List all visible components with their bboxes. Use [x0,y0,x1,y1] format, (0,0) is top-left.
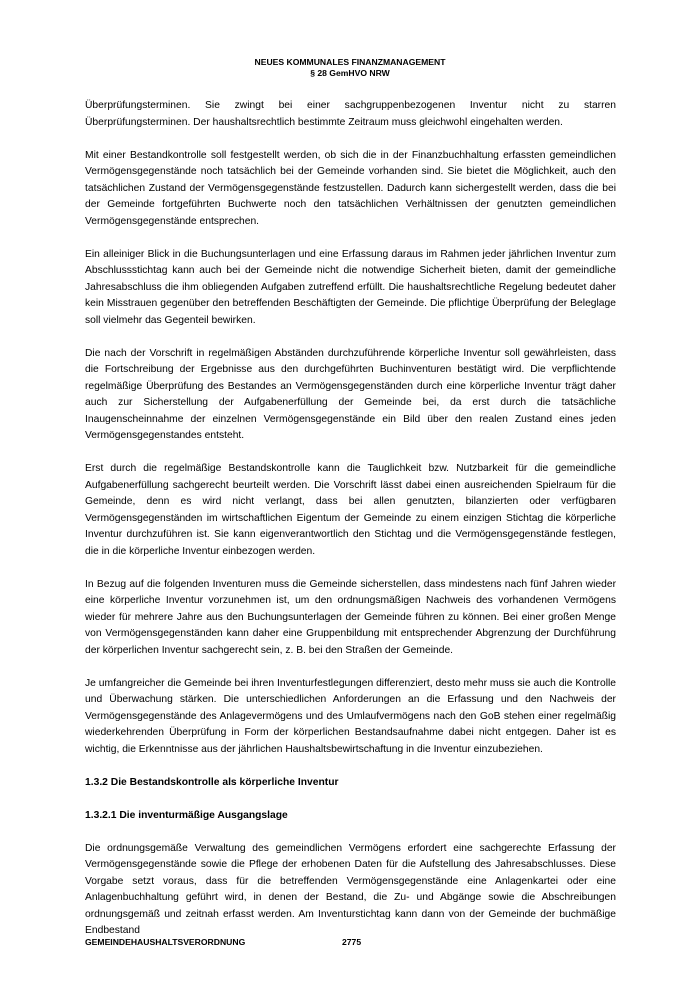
page-number: 2775 [342,937,362,947]
paragraph: Die nach der Vorschrift in regelmäßigen Abständen durchzuführende körperliche Inventur soll gewährleisten, dass die Fortschreibung der Ergebnisse aus den durchgeführten Buchinventuren bestätigt wird. Die verpflichtende regelmäßige Überprüfung des Bestandes an Vermögensgegenständen durch eine körperliche Inventur trägt daher auch zur Sicherstellung der Aufgabenerfüllung der Gemeinde bei, da erst durch die tatsächliche Inaugenscheinnahme der einzelnen Vermögensgegenstände ein Bild über den realen Zustand eines jeden Vermögensgegenstandes entsteht. [85,347,616,441]
subsection-heading: 1.3.2.1 Die inventurmäßige Ausgangslage [85,809,288,821]
header-title: NEUES KOMMUNALES FINANZMANAGEMENT [254,57,446,67]
paragraph: Mit einer Bestandkontrolle soll festgestellt werden, ob sich die in der Finanzbuchhaltung erfassten gemeindlichen Vermögensgegenstände noch tatsächlich bei der Gemeinde vorhanden sind. Sie bietet die Möglichkeit, auch den tatsächlichen Zustand der Vermögensgegenstände festzustellen. Dadurch kann sichergestellt werden, dass die bei der Gemeinde fortgeführten Buchwerte noch den tatsächlichen Verhältnissen der genutzten gemeindlichen Vermögensgegenstände entsprechen. [85,149,616,227]
footer-title: GEMEINDEHAUSHALTSVERORDNUNG [85,937,246,947]
paragraph: Erst durch die regelmäßige Bestandskontrolle kann die Tauglichkeit bzw. Nutzbarkeit für die gemeindliche Aufgabenerfüllung sachgerecht beurteilt werden. Die Vorschrift lässt dabei einen ausreichenden Spielraum für die Gemeinde, denn es wird nicht verlangt, dass bei allen genutzten, bilanzierten oder verfügbaren Vermögensgegenständen im wirtschaftlichen Eigentum der Gemeinde zu einem einzigen Stichtag die körperliche Inventur durchzuführen ist. Sie kann eigenverantwortlich den Stichtag und die Vermögensgegenstände festlegen, die in die körperliche Inventur einbezogen werden. [85,463,616,557]
page-footer [85,937,362,947]
section-heading: 1.3.2 Die Bestandskontrolle als körperliche Inventur [85,776,339,788]
paragraph: Je umfangreicher die Gemeinde bei ihren Inventurfestlegungen differenziert, desto mehr muss sie auch die Kontrolle und Überwachung stärken. Die unterschiedlichen Anforderungen an die Erfassung und den Nachweis der Vermögensgegenstände des Anlagevermögens und des Umlaufvermögens nach den GoB stehen einer regelmäßig wiederkehrenden Überprüfung in Form der körperlichen Bestandsaufnahme dabei nicht entgegen. Daher ist es wichtig, die Erkenntnisse aus der jährlichen Haushaltsbewirtschaftung in die Inventur einzubeziehen. [85,677,616,755]
header-section: § 28 GemHVO NRW [310,68,390,78]
page-header [0,57,700,79]
document-body [85,98,616,956]
paragraph: Überprüfungsterminen. Sie zwingt bei einer sachgruppenbezogenen Inventur nicht zu starren Überprüfungsterminen. Der haushaltsrechtlich bestimmte Zeitraum muss gleichwohl eingehalten werden. [85,100,616,128]
paragraph: Ein alleiniger Blick in die Buchungsunterlagen und eine Erfassung daraus im Rahmen jeder jährlichen Inventur zum Abschlussstichtag kann auch bei der Gemeinde nicht die notwendige Sicherheit bieten, damit der gemeindliche Jahresabschluss die ihm obliegenden Aufgaben zutreffend erfüllt. Die haushaltsrechtliche Regelung bedeutet daher kein Misstrauen gegenüber den betreffenden Beschäftigten der Gemeinde. Die pflichtige Überprüfung der Beleglage soll vielmehr das Gegenteil bewirken. [85,248,616,326]
paragraph: Die ordnungsgemäße Verwaltung des gemeindlichen Vermögens erfordert eine sachgerechte Erfassung der Vermögensgegenstände sowie die Pflege der erhobenen Daten für die Aufstellung des Jahresabschlusses. Diese Vorgabe setzt voraus, dass für die betreffenden Vermögensgegenstände eine Anlagenkartei oder eine Anlagenbuchhaltung geführt wird, in denen der Bestand, die Zu- und Abgänge sowie die Abschreibungen ordnungsgemäß und zeitnah erfasst werden. Am Inventurstichtag kann dann von der Gemeinde der buchmäßige Endbestand [85,842,616,936]
paragraph: In Bezug auf die folgenden Inventuren muss die Gemeinde sicherstellen, dass mindestens nach fünf Jahren wieder eine körperliche Inventur vorzunehmen ist, um den ordnungsmäßigen Nachweis des vorhandenen Vermögens wieder für mehrere Jahre aus den Buchungsunterlagen der Gemeinde führen zu können. Bei einer großen Menge von Vermögensgegenständen kann daher eine Gruppenbildung mit entsprechender Abgrenzung der Durchführung der körperlichen Inventur sachgerecht sein, z. B. bei den Straßen der Gemeinde. [85,578,616,656]
